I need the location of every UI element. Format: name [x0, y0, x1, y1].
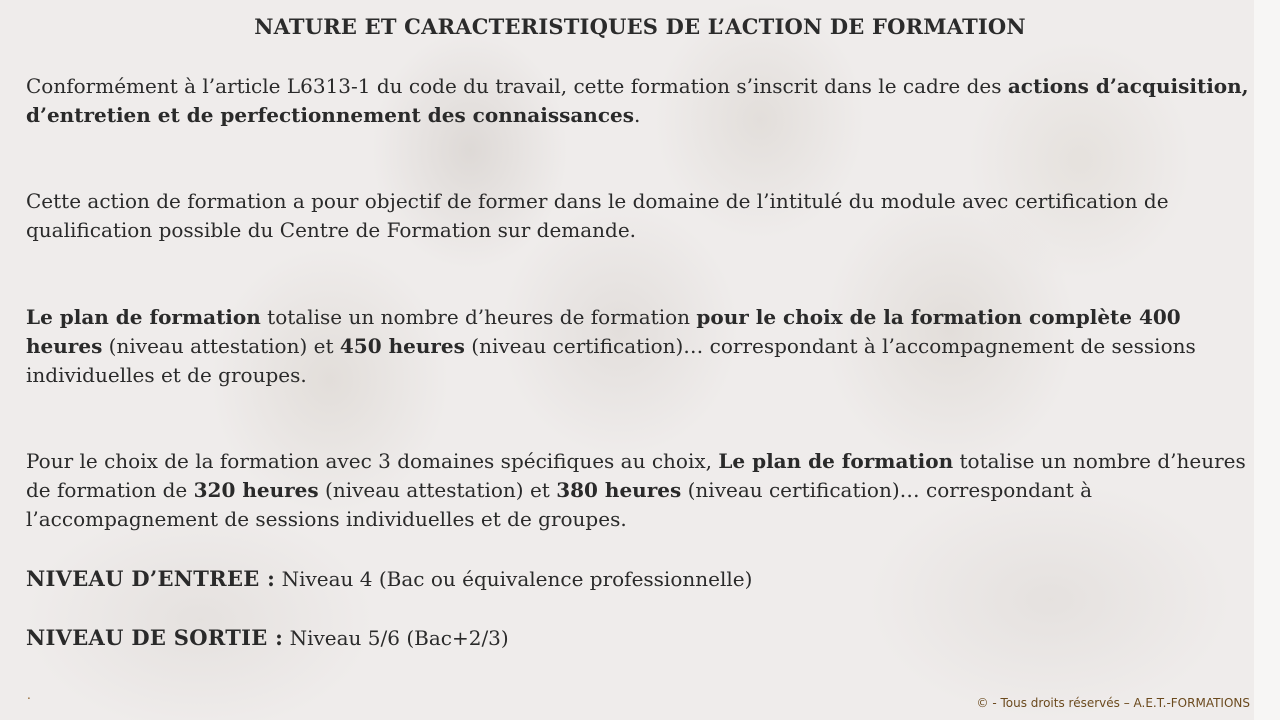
slide-title: NATURE ET CARACTERISTIQUES DE L’ACTION DE FORMATION: [254, 14, 1026, 39]
p1-end: .: [634, 103, 641, 127]
p4-bold-plan: Le plan de formation: [718, 449, 954, 473]
p1-text: Conformément à l’article L6313-1 du code du travail, cette formation s’inscrit dans le cadre des: [26, 74, 1008, 98]
p3-bold-plan: Le plan de formation: [26, 305, 261, 329]
p3-text-3: (niveau certification)… correspondant à l’accompagnement de sessions individuelles et de groupes.: [26, 334, 1196, 387]
footer-dot: .: [27, 688, 31, 702]
p4-text-4: (niveau certification)… correspondant à l’accompagnement de sessions individuelles et de groupes.: [26, 478, 1093, 531]
p4-text-3: (niveau attestation) et: [318, 478, 557, 502]
p4-bold-380: 380 heures: [556, 478, 682, 502]
p3-bold-complete: pour le choix de la formation complète 400 heures: [26, 305, 1181, 358]
p4-text-2: totalise un nombre d’heures de formation de: [26, 449, 1246, 502]
p1-bold-actions: actions d’acquisition, d’entretien et de perfectionnement des connaissances: [26, 74, 1249, 127]
paragraph-complete-plan: [26, 303, 1256, 390]
p4-text: Pour le choix de la formation avec 3 domaines spécifiques au choix,: [26, 449, 719, 473]
p3-text: totalise un nombre d’heures de formation: [260, 305, 697, 329]
entry-level: [26, 564, 1256, 594]
entry-level-value: Niveau 4 (Bac ou équivalence professionnelle): [275, 567, 753, 591]
copyright-footer: © - Tous droits réservés – A.E.T.-FORMATIONS: [976, 696, 1250, 710]
p3-bold-450: 450 heures: [339, 334, 465, 358]
paragraph-legal-framework: [26, 72, 1256, 130]
slide-edge: [1254, 0, 1280, 720]
exit-level-value: Niveau 5/6 (Bac+2/3): [283, 626, 509, 650]
p3-text-2: (niveau attestation) et: [102, 334, 340, 358]
exit-level-label: NIVEAU DE SORTIE :: [26, 625, 284, 650]
p4-bold-320: 320 heures: [193, 478, 319, 502]
entry-level-label: NIVEAU D’ENTREE :: [26, 566, 276, 591]
paragraph-objective: Cette action de formation a pour objectif de former dans le domaine de l’intitulé du module avec certification de qualification possible du Centre de Formation sur demande.: [26, 189, 1169, 242]
exit-level: [26, 623, 1256, 653]
paragraph-specific-plan: [26, 447, 1256, 534]
